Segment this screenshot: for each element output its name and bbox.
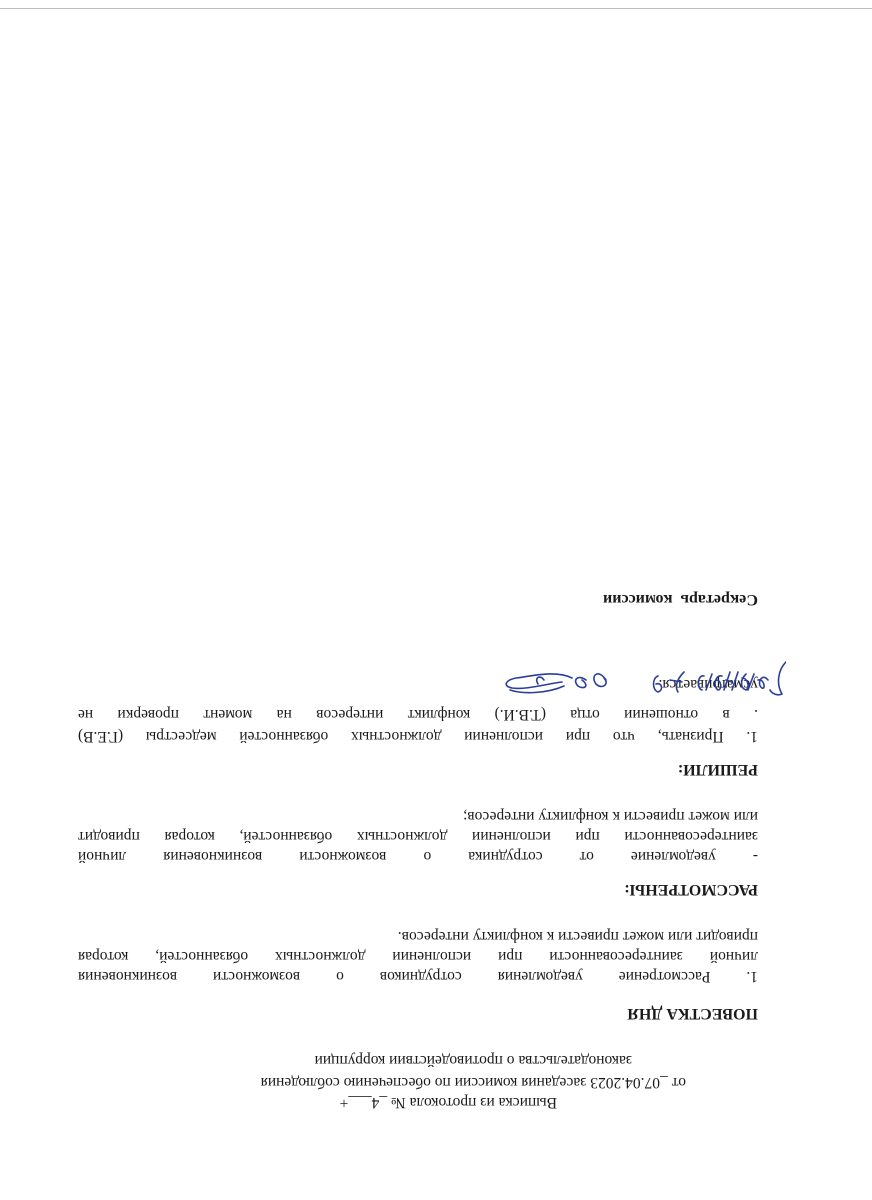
agenda-item-line-1: 1. Рассмотрение уведомления сотрудников о возможности возникновения: [78, 968, 758, 985]
considered-line-2: заинтересованности при исполнении должностных обязанностей, которая приводит: [78, 828, 758, 845]
handwritten-signature: [486, 650, 786, 710]
agenda-item-line-3: приводит или может привести к конфликту интересов.: [397, 928, 758, 945]
secretary-label: Секретарь комиссии: [603, 591, 758, 608]
header-protocol-line: Выписка из протокола № _4___+: [339, 1094, 557, 1111]
considered-title: РАССМОТРЕНЫ:: [624, 881, 758, 898]
decided-line-1: 1. Признать, что при исполнении должностных обязанностей медсестры (Г.Е.В): [78, 728, 758, 745]
header-date-line: от _07.04.2023 заседания комиссии по обеспечению соблюдения: [260, 1074, 686, 1091]
decided-line-3: усматривается.: [658, 676, 758, 693]
agenda-title: ПОВЕСТКА ДНЯ: [627, 1005, 758, 1022]
decided-title: РЕШИЛИ:: [677, 761, 758, 778]
decided-line-2: . в отношении отца (Т.В.И.) конфликт интересов на момент проверки не: [78, 706, 758, 723]
considered-line-3: или может привести к конфликту интересов;: [463, 808, 758, 825]
agenda-item-line-2: личной заинтересованности при исполнении должностных обязанностей, которая: [78, 948, 758, 965]
considered-line-1: - уведомление от сотрудника о возможности возникновения личной: [78, 848, 758, 865]
header-legislation-line: законодательства о противодействии коррупции: [314, 1052, 632, 1069]
